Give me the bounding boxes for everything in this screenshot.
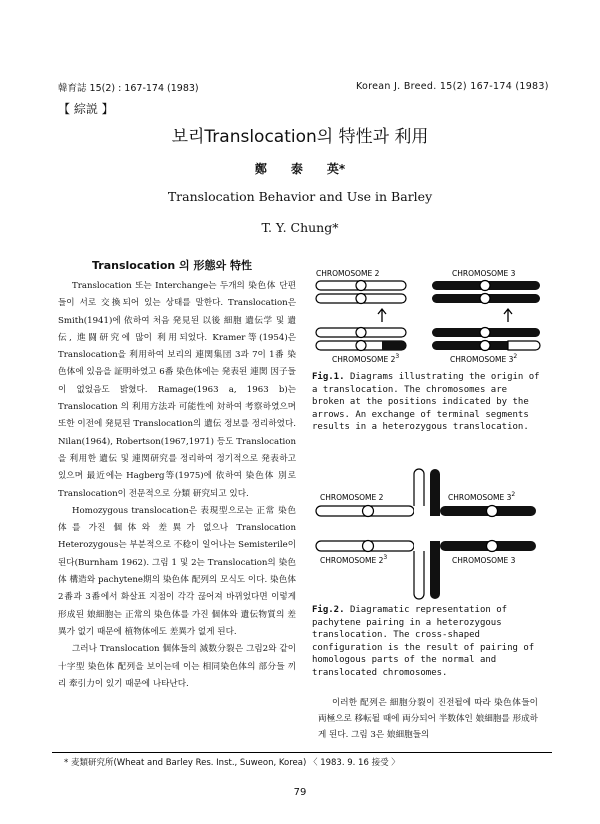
figure-1-caption (312, 371, 540, 434)
fig1-label-chromosome-2: CHROMOSOME 2 (316, 269, 380, 278)
article-title-english: Translocation Behavior and Use in Barley (167, 189, 433, 204)
page-number: 79 (293, 787, 307, 798)
author-english: T. Y. Chung* (261, 220, 339, 235)
footnote-rule (52, 752, 552, 753)
author-korean: 鄭 泰 英* (254, 162, 346, 176)
paragraph: Homozygous translocation은 表現型으로는 正常 染色体를 가진 個体와 差異가 없으나 Translocation Heterozygous는 부분적으로 不稔이 일어나는 Semisterile이 된다(Burnham 1962). 그림 1 및 2는 Translocation의 染色体 構造와 pachytene期의 染色体 配列의 모식도 이다. 染色体 2番과 3番에서 화살표 지점이 각각 끊어져 바뀌었다면 이렇게 形成된 娘細胞는 正常의 染色体를 가진 個体와 遺伝物質의 差異가 없기 때문에 植物体에도 差異가 없게 된다. (58, 505, 296, 637)
figure-2-caption-text: Diagramatic representation of pachytene pairing in a heterozygous translocation. The cross-shaped configuration is the result of pairing of homologous parts of the normal and translocated chromosomes. (312, 605, 535, 678)
paragraph: 그러나 Translocation 個体들의 減数分裂은 그림2와 같이 十字型 染色体 配列을 보이는데 이는 相同染色体의 部分들 끼리 牽引力이 있기 때문에 나타난다. (58, 644, 296, 689)
figure-1-diagram (312, 264, 548, 364)
paragraph: 이러한 配列은 細胞分裂이 진전될에 따라 染色体들이 両極으로 移転될 때에 両分되어 半数体인 娘細胞를 形成하게 된다. 그림 3은 娘細胞들의 (318, 698, 538, 740)
figure-2-label: Fig.2. (312, 605, 345, 615)
fig2-label-chromosome-2: CHROMOSOME 2 (320, 493, 384, 502)
article-category: 【 綜説 】 (58, 102, 114, 116)
fig2-label-chromosome-2-3: CHROMOSOME $2^3$ (320, 554, 388, 565)
figure-1-label: Fig.1. (312, 372, 345, 382)
fig1-label-chromosome-3: CHROMOSOME 3 (452, 269, 516, 278)
journal-citation-ko: 韓育誌 15(2) : 167-174 (1983) (58, 83, 199, 94)
journal-citation-en: Korean J. Breed. 15(2) 167-174 (1983) (356, 81, 549, 92)
figure-2-diagram (312, 466, 548, 601)
body-text-left (58, 278, 296, 693)
break-arrow-icon (504, 309, 512, 322)
break-arrow-icon (378, 309, 386, 322)
fig1-label-chromosome-2-3: CHROMOSOME $2^3$ (332, 353, 400, 364)
fig2-label-chromosome-3-2: CHROMOSOME $3^2$ (448, 491, 516, 502)
article-title: 보리Translocation의 特性과 利用 (171, 127, 429, 147)
body-text-right (318, 695, 538, 743)
section-heading: Translocation 의 形態와 特性 (92, 259, 252, 272)
footnote: * 麦類研究所(Wheat and Barley Res. Inst., Suweon, Korea) 〈 1983. 9. 16 接受 〉 (64, 758, 400, 768)
fig2-label-chromosome-3: CHROMOSOME 3 (452, 556, 516, 565)
figure-1-caption-text: Diagrams illustrating the origin of a translocation. The chromosomes are broken at the positions indicated by the arrows. An exchange of terminal segments results in a heterozygous translocation. (312, 372, 540, 432)
figure-2-caption (312, 604, 540, 679)
fig1-label-chromosome-3-2: CHROMOSOME $3^2$ (450, 353, 518, 364)
paragraph: Translocation 또는 Interchange는 두개의 染色体 단편들이 서로 交換되어 있는 상태를 말한다. Translocation은 Smith(1941)에 依하여 처음 発見된 以後 細胞 遺伝学 및 遺伝, 進闘研究에 많이 利用되었다. Kramer等(1954)은 Translocation을 利用하여 보리의 連関集団 3과 7이 1番 染色体에 있음을 証明하였고 6番 染色体에는 発表된 連関 因子들이 없었음도 밝혔다. Ramage(1963 a, 1963 b)는 Translocation 의 利用方法과 可能性에 対하여 考察하였으며 또한 이전에 発見된 Translocation의 遺伝 정보를 정리하였다. Nilan(1964), Robertson(1967,1971) 등도 Translocation을 利用한 遺伝 및 連関研究를 정리하여 정기적으로 発表하고 있으며 最近에는 Hagberg等(1975)에 依하여 染色体 別로 Translocation이 전문적으로 分類 研究되고 있다. (58, 281, 296, 499)
